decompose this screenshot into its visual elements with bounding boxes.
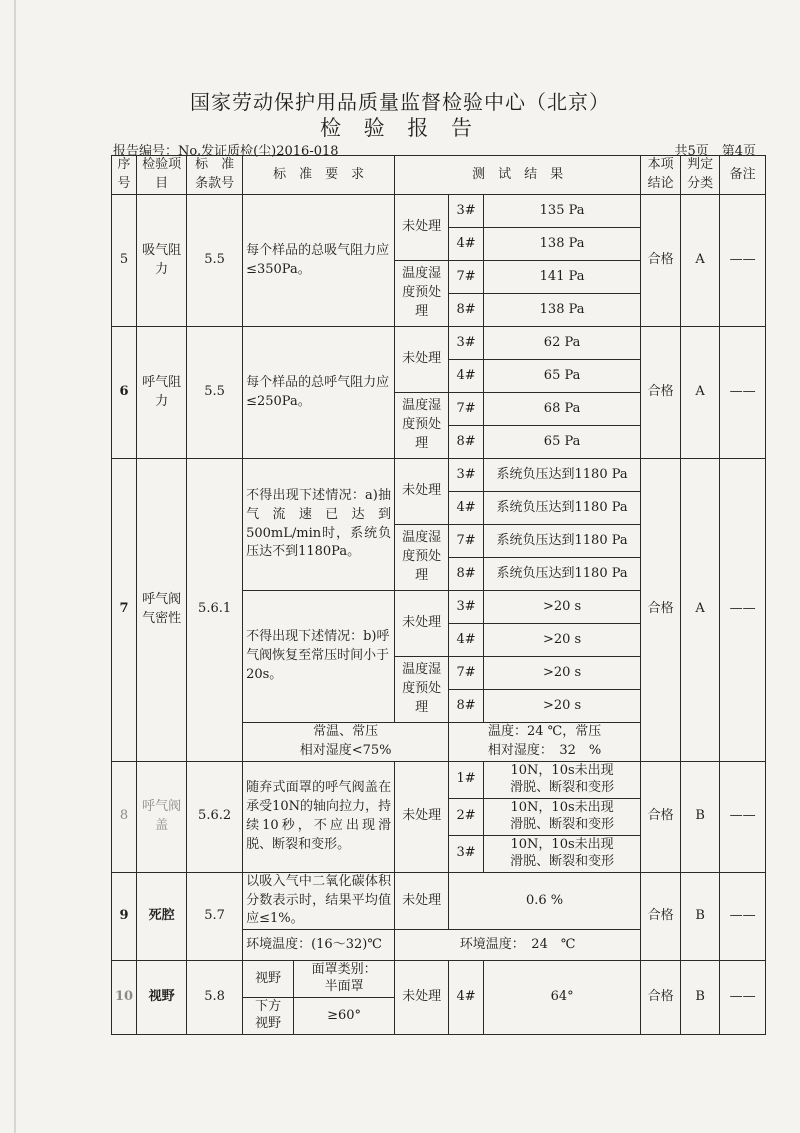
row7-sample: 8# [449, 690, 484, 723]
row8-value: 10N，10s未出现 滑脱、断裂和变形 [484, 835, 641, 872]
row10-sub-2 [243, 998, 395, 1035]
row6-requirement: 每个样品的总呼气阻力应≤250Pa。 [243, 327, 395, 459]
row5-value: 138 Pa [484, 228, 641, 261]
row10-note: —— [720, 961, 766, 1035]
row8-note: —— [720, 761, 766, 872]
page-count: 共5页 第4页 [674, 144, 756, 159]
row6-note: —— [720, 327, 766, 459]
row8-conclusion: 合格 [641, 761, 681, 872]
row9-conclusion: 合格 [641, 872, 681, 961]
row6-sample: 8# [449, 426, 484, 459]
row8-grade: B [681, 761, 720, 872]
row6-value: 62 Pa [484, 327, 641, 360]
row8-seq: 8 [112, 761, 137, 872]
row9-seq: 9 [112, 872, 137, 961]
table-row [112, 327, 766, 360]
col-item: 检验项目 [137, 156, 187, 195]
row7-treatment-1: 未处理 [395, 459, 449, 525]
scan-edge-line [14, 0, 16, 1133]
row7-note: —— [720, 459, 766, 762]
col-requirement: 标 准 要 求 [243, 156, 395, 195]
row5-sample: 7# [449, 261, 484, 294]
row6-conclusion: 合格 [641, 327, 681, 459]
row7-sample: 3# [449, 459, 484, 492]
row9-value: 0.6 % [449, 872, 641, 930]
row5-conclusion: 合格 [641, 195, 681, 327]
row8-value: 10N，10s未出现 滑脱、断裂和变形 [484, 798, 641, 835]
row10-treatment: 未处理 [395, 961, 449, 1035]
row7-conclusion: 合格 [641, 459, 681, 762]
row8-sample: 1# [449, 761, 484, 798]
row6-clause: 5.5 [187, 327, 243, 459]
row8-sample: 2# [449, 798, 484, 835]
row5-clause: 5.5 [187, 195, 243, 327]
row9-note: —— [720, 872, 766, 961]
row7-value: >20 s [484, 591, 641, 624]
row6-sample: 7# [449, 393, 484, 426]
row7-item: 呼气阀气密性 [137, 459, 187, 762]
row5-value: 138 Pa [484, 294, 641, 327]
col-seq: 序号 [112, 156, 137, 195]
row7-grade: A [681, 459, 720, 762]
table-row [112, 961, 766, 998]
report-title: 检 验 报 告 [319, 116, 481, 140]
row10-item: 视野 [137, 961, 187, 1035]
row8-sample: 3# [449, 835, 484, 872]
row10-sample: 4# [449, 961, 484, 1035]
row10-value: 64° [484, 961, 641, 1035]
row7-env-requirement: 常温、常压 相对湿度<75% [243, 723, 449, 762]
row7-value: >20 s [484, 657, 641, 690]
row10-seq: 10 [112, 961, 137, 1035]
table-header-row [112, 156, 766, 195]
table-row [112, 872, 766, 930]
row7-value: >20 s [484, 624, 641, 657]
row7-sample: 7# [449, 525, 484, 558]
row6-value: 65 Pa [484, 360, 641, 393]
row5-item: 吸气阻力 [137, 195, 187, 327]
row7-treatment-1b: 未处理 [395, 591, 449, 657]
report-number: 报告编号：No.发证质检(尘)2016-018 [113, 144, 339, 159]
col-note: 备注 [720, 156, 766, 195]
row9-env-value: 环境温度： 24 ℃ [395, 930, 641, 961]
row7-sample: 8# [449, 558, 484, 591]
row6-seq: 6 [112, 327, 137, 459]
row9-grade: B [681, 872, 720, 961]
row6-value: 65 Pa [484, 426, 641, 459]
row6-treatment-1: 未处理 [395, 327, 449, 393]
row8-item: 呼气阀盖 [137, 761, 187, 872]
row6-treatment-2: 温度湿度预处理 [395, 393, 449, 459]
row10-grade: B [681, 961, 720, 1035]
col-clause: 标 准条款号 [187, 156, 243, 195]
row7-sample: 4# [449, 624, 484, 657]
row5-note: —— [720, 195, 766, 327]
org-title: 国家劳动保护用品质量监督检验中心（北京） [190, 90, 610, 114]
col-grade: 判定分类 [681, 156, 720, 195]
row6-sample: 4# [449, 360, 484, 393]
row6-grade: A [681, 327, 720, 459]
row8-value: 10N，10s未出现 滑脱、断裂和变形 [484, 761, 641, 798]
row10-clause: 5.8 [187, 961, 243, 1035]
table-row [112, 761, 766, 798]
row7-clause: 5.6.1 [187, 459, 243, 762]
row6-value: 68 Pa [484, 393, 641, 426]
row6-item: 呼气阻力 [137, 327, 187, 459]
row7-sample: 4# [449, 492, 484, 525]
row9-clause: 5.7 [187, 872, 243, 961]
row5-value: 141 Pa [484, 261, 641, 294]
row7-seq: 7 [112, 459, 137, 762]
row9-env-requirement: 环境温度：(16～32)℃ [243, 930, 395, 961]
row5-value: 135 Pa [484, 195, 641, 228]
row6-sample: 3# [449, 327, 484, 360]
row5-sample: 8# [449, 294, 484, 327]
row8-requirement: 随弃式面罩的呼气阀盖在承受10N的轴向拉力，持续10秒，不应出现滑脱、断裂和变形。 [243, 761, 395, 872]
row9-requirement: 以吸入气中二氧化碳体积分数表示时，结果平均值应≤1%。 [243, 872, 395, 930]
row10-conclusion: 合格 [641, 961, 681, 1035]
row7-treatment-2b: 温度湿度预处理 [395, 657, 449, 723]
row5-sample: 4# [449, 228, 484, 261]
row7-value: >20 s [484, 690, 641, 723]
row5-treatment-2: 温度湿度预处理 [395, 261, 449, 327]
table-row [112, 459, 766, 492]
row9-treatment: 未处理 [395, 872, 449, 930]
row10-sub2-label: 下方 视野 [243, 998, 294, 1034]
row7-value: 系统负压达到1180 Pa [484, 525, 641, 558]
row7-requirement-b: 不得出现下述情况：b)呼气阀恢复至常压时间小于20s。 [243, 591, 395, 723]
row10-sub1-value: 面罩类别： 半面罩 [311, 962, 377, 995]
row7-value: 系统负压达到1180 Pa [484, 459, 641, 492]
row7-requirement-a: 不得出现下述情况：a)抽气流速已达到500mL/min时，系统负压达不到1180Pa。 [243, 459, 395, 591]
row5-sample: 3# [449, 195, 484, 228]
col-conclusion: 本项结论 [641, 156, 681, 195]
results-table [111, 155, 766, 1035]
row7-env-value: 温度：24 ℃，常压 相对湿度： 32 % [449, 723, 641, 762]
row5-grade: A [681, 195, 720, 327]
row10-sub1-label: 视野 [243, 961, 294, 997]
row9-item: 死腔 [137, 872, 187, 961]
table-row [112, 195, 766, 228]
row5-seq: 5 [112, 195, 137, 327]
row7-sample: 3# [449, 591, 484, 624]
row7-treatment-2: 温度湿度预处理 [395, 525, 449, 591]
row7-value: 系统负压达到1180 Pa [484, 558, 641, 591]
row7-value: 系统负压达到1180 Pa [484, 492, 641, 525]
col-result: 测 试 结 果 [395, 156, 641, 195]
row10-sub-1 [243, 961, 395, 998]
row8-treatment: 未处理 [395, 761, 449, 872]
row10-sub2-value: ≥60° [327, 1007, 362, 1023]
row5-requirement: 每个样品的总吸气阻力应≤350Pa。 [243, 195, 395, 327]
row5-treatment-1: 未处理 [395, 195, 449, 261]
row7-sample: 7# [449, 657, 484, 690]
row8-clause: 5.6.2 [187, 761, 243, 872]
